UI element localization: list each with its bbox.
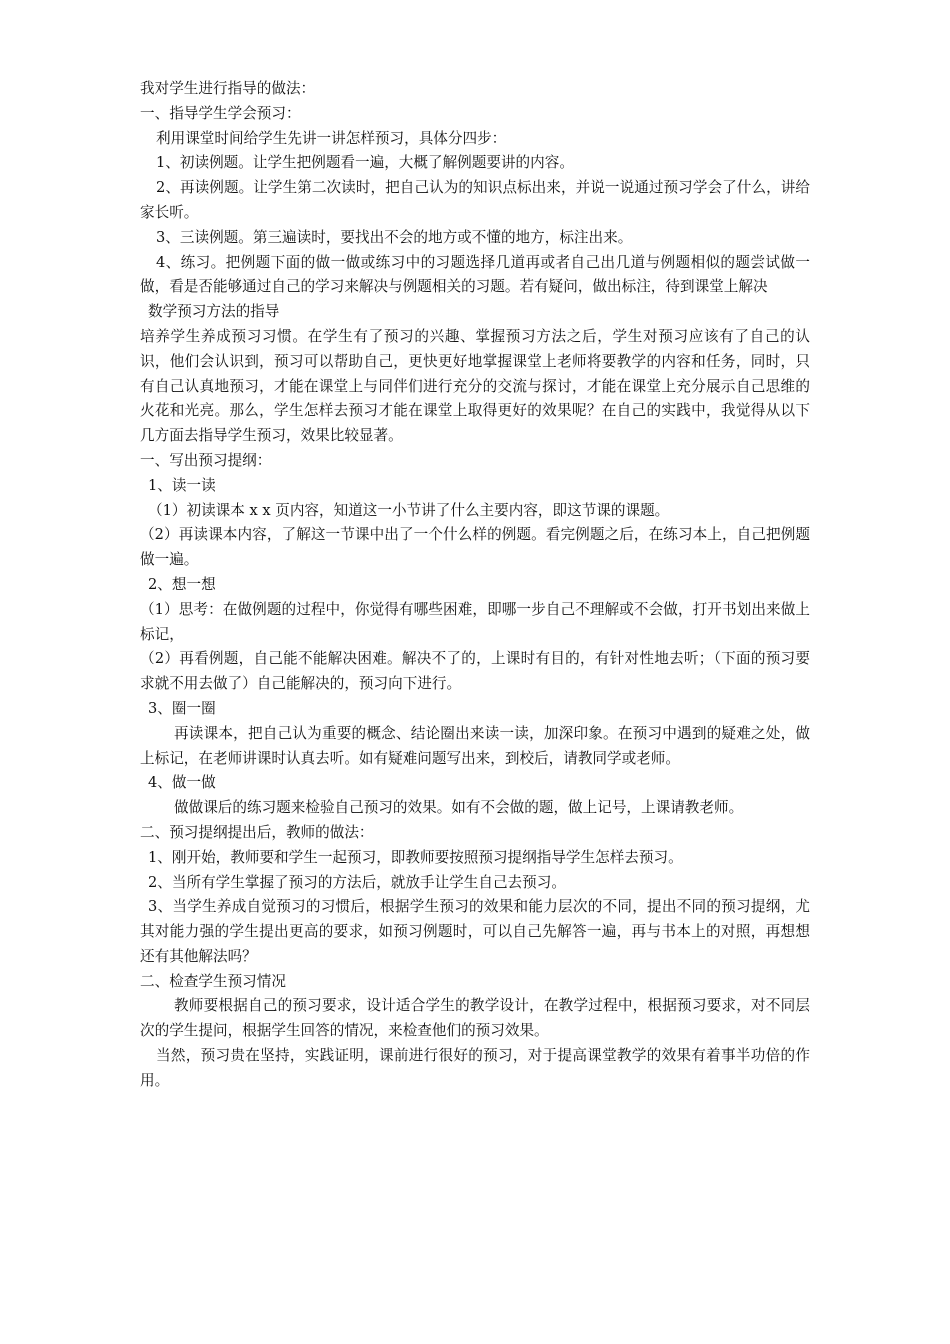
list-item: 1、刚开始，教师要和学生一起预习，即教师要按照预习提纲指导学生怎样去预习。 <box>148 848 683 866</box>
list-item: （2）再读课本内容，了解这一节课中出了一个什么样的例题。看完例题之后，在练习本上，自己把例题做一遍。 <box>140 526 810 569</box>
paragraph: 当然，预习贵在坚持，实践证明，课前进行很好的预习，对于提高课堂教学的效果有着事半功倍的作用。 <box>140 1047 810 1089</box>
paragraph: 做做课后的练习题来检验自己预习的效果。如有不会做的题，做上记号，上课请教老师。 <box>174 799 744 817</box>
list-item: （1）思考：在做例题的过程中，你觉得有哪些困难，即哪一步自己不理解或不会做，打开书划出来做上标记， <box>140 600 810 643</box>
section-heading: 二、预习提纲提出后，教师的做法： <box>140 823 374 841</box>
list-item: 3、当学生养成自觉预习的习惯后，根据学生预习的效果和能力层次的不同，提出不同的预习提纲，尤其对能力强的学生提出更高的要求，如预习例题时，可以自己先解答一遍，再与书本上的对照，再想想还有其他解法吗？ <box>140 898 810 965</box>
list-item: 1、初读例题。让学生把例题看一遍，大概了解例题要讲的内容。 <box>156 154 574 172</box>
section-heading: 一、写出预习提纲： <box>140 451 272 469</box>
section-heading: 数学预习方法的指导 <box>148 303 280 321</box>
paragraph: 培养学生养成预习习惯。在学生有了预习的兴趣、掌握预习方法之后，学生对预习应该有了自己的认识，他们会认识到，预习可以帮助自己，更快更好地掌握课堂上老师将要教学的内容和任务，同时，只有自己认真地预习，才能在课堂上与同伴们进行充分的交流与探讨，才能在课堂上充分展示自己思维的火花和光亮。那么，学生怎样去预习才能在课堂上取得更好的效果呢？在自己的实践中，我觉得从以下几方面去指导学生预习，效果比较显著。 <box>140 327 810 445</box>
list-item: 3、三读例题。第三遍读时，要找出不会的地方或不懂的地方，标注出来。 <box>156 228 633 246</box>
list-item: 2、当所有学生掌握了预习的方法后，就放手让学生自己去预习。 <box>148 873 566 891</box>
list-item: （2）再看例题，自己能不能解决困难。解决不了的，上课时有目的，有针对性地去听；（下面的预习要求就不用去做了）自己能解决的，预习向下进行。 <box>140 650 810 693</box>
section-heading: 一、指导学生学会预习： <box>140 104 301 122</box>
paragraph: 我对学生进行指导的做法： <box>140 80 316 97</box>
subheading: 2、想一想 <box>148 575 216 593</box>
paragraph: 再读课本，把自己认为重要的概念、结论圈出来读一读，加深印象。在预习中遇到的疑难之处，做上标记，在老师讲课时认真去听。如有疑难问题写出来，到校后，请教同学或老师。 <box>140 724 810 767</box>
list-item: 4、练习。把例题下面的做一做或练习中的习题选择几道再或者自己出几道与例题相似的题尝试做一做，看是否能够通过自己的学习来解决与例题相关的习题。若有疑问，做出标注，待到课堂上解决 <box>140 253 810 296</box>
subheading: 4、做一做 <box>148 774 216 792</box>
paragraph: 教师要根据自己的预习要求，设计适合学生的教学设计，在教学过程中，根据预习要求，对不同层次的学生提问，根据学生回答的情况，来检查他们的预习效果。 <box>140 997 810 1040</box>
subheading: 3、圈一圈 <box>148 699 216 717</box>
list-item: 2、再读例题。让学生第二次读时，把自己认为的知识点标出来，并说一说通过预习学会了什么，讲给家长听。 <box>140 179 810 221</box>
section-heading: 二、检查学生预习情况 <box>140 972 286 990</box>
subheading: 1、读一读 <box>148 476 216 494</box>
document-body <box>140 77 810 1094</box>
paragraph: 利用课堂时间给学生先讲一讲怎样预习，具体分四步： <box>156 129 507 147</box>
list-item: （1）初读课本 x x 页内容，知道这一小节讲了什么主要内容，即这节课的课题。 <box>148 501 670 519</box>
